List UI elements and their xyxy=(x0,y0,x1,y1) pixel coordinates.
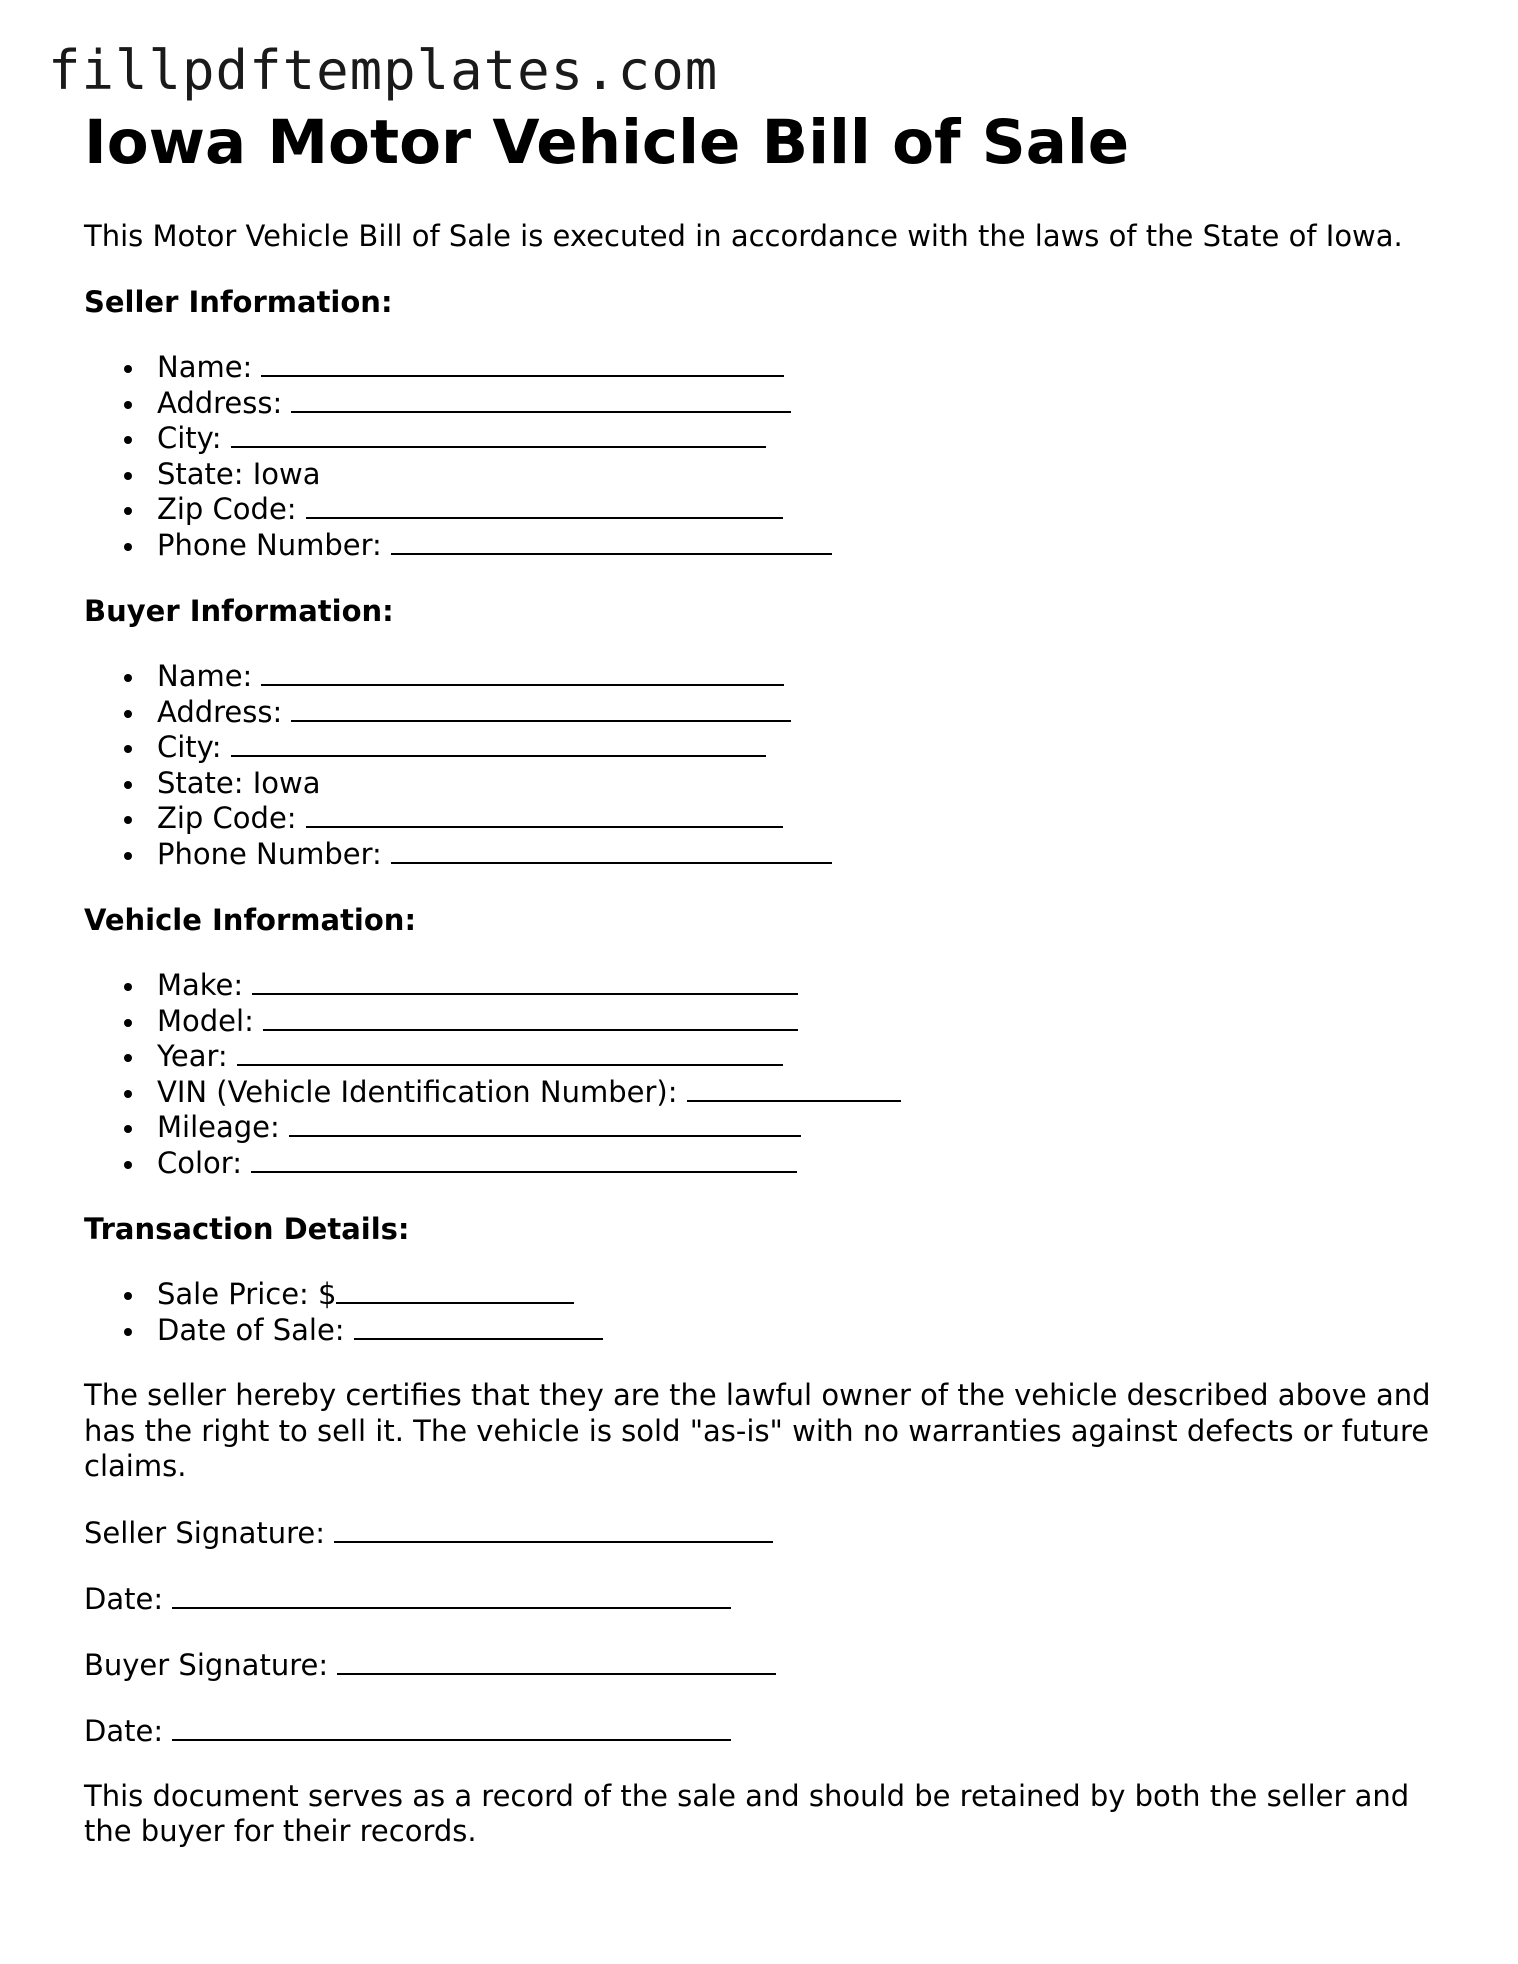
vehicle-year-blank[interactable] xyxy=(237,1040,783,1066)
date-of-sale-field xyxy=(124,1313,1464,1349)
seller-heading: Seller Information: xyxy=(84,285,393,319)
seller-zip-blank[interactable] xyxy=(306,493,783,519)
seller-address-blank[interactable] xyxy=(291,387,791,413)
seller-name-field xyxy=(124,350,1464,386)
vehicle-heading: Vehicle Information: xyxy=(84,903,417,937)
seller-city-label: City: xyxy=(157,421,222,455)
buyer-phone-label: Phone Number: xyxy=(157,836,382,871)
date-of-sale-label: Date of Sale: xyxy=(157,1312,345,1347)
buyer-date-blank[interactable] xyxy=(172,1715,731,1741)
vehicle-color-field xyxy=(124,1146,1464,1182)
buyer-city-field xyxy=(124,730,1464,766)
vehicle-mileage-blank[interactable] xyxy=(289,1111,801,1137)
buyer-date-label: Date: xyxy=(84,1713,164,1748)
document-body xyxy=(84,106,1464,1850)
vehicle-mileage-field xyxy=(124,1110,1464,1146)
vehicle-color-blank[interactable] xyxy=(251,1147,797,1173)
seller-address-field xyxy=(124,386,1464,422)
date-of-sale-blank[interactable] xyxy=(354,1314,603,1340)
seller-state-label: State: Iowa xyxy=(157,456,321,491)
seller-fields xyxy=(84,350,1464,563)
seller-zip-field xyxy=(124,492,1464,528)
sale-price-field xyxy=(124,1277,1464,1313)
vehicle-make-field xyxy=(124,968,1464,1004)
vehicle-color-label: Color: xyxy=(157,1145,242,1180)
vehicle-model-field xyxy=(124,1004,1464,1040)
transaction-fields xyxy=(84,1277,1464,1348)
buyer-date-line xyxy=(84,1713,1464,1749)
buyer-address-label: Address: xyxy=(157,694,283,729)
seller-zip-label: Zip Code: xyxy=(157,492,297,526)
seller-date-label: Date: xyxy=(84,1581,164,1616)
seller-city-field xyxy=(124,421,1464,457)
seller-signature-blank[interactable] xyxy=(334,1517,773,1543)
seller-address-label: Address: xyxy=(157,385,283,420)
seller-name-blank[interactable] xyxy=(261,351,784,377)
buyer-signature-label: Buyer Signature: xyxy=(84,1647,329,1682)
seller-date-line xyxy=(84,1581,1464,1617)
sale-price-blank[interactable] xyxy=(336,1278,574,1304)
buyer-heading: Buyer Information: xyxy=(84,594,394,628)
vehicle-vin-blank[interactable] xyxy=(687,1076,901,1102)
page-title: Iowa Motor Vehicle Bill of Sale xyxy=(84,107,1130,178)
buyer-zip-blank[interactable] xyxy=(306,802,783,828)
vehicle-fields xyxy=(84,968,1464,1181)
buyer-city-blank[interactable] xyxy=(231,731,766,757)
vehicle-model-blank[interactable] xyxy=(263,1005,798,1031)
seller-state-field xyxy=(124,457,1464,493)
buyer-name-field xyxy=(124,659,1464,695)
buyer-phone-blank[interactable] xyxy=(391,838,832,864)
buyer-state-label: State: Iowa xyxy=(157,765,321,800)
buyer-signature-blank[interactable] xyxy=(337,1649,776,1675)
buyer-zip-field xyxy=(124,801,1464,837)
vehicle-year-field xyxy=(124,1039,1464,1075)
buyer-name-label: Name: xyxy=(157,659,253,693)
vehicle-vin-label: VIN (Vehicle Identification Number): xyxy=(157,1074,678,1109)
buyer-signature-line xyxy=(84,1647,1464,1683)
seller-name-label: Name: xyxy=(157,350,253,384)
buyer-fields xyxy=(84,659,1464,872)
vehicle-make-blank[interactable] xyxy=(252,969,798,995)
vehicle-vin-field xyxy=(124,1075,1464,1111)
sale-price-label: Sale Price: $ xyxy=(157,1277,337,1311)
buyer-phone-field xyxy=(124,837,1464,873)
seller-signature-line xyxy=(84,1515,1464,1551)
buyer-address-blank[interactable] xyxy=(291,696,791,722)
watermark: fillpdftemplates.com xyxy=(48,39,719,102)
buyer-address-field xyxy=(124,695,1464,731)
buyer-state-field xyxy=(124,766,1464,802)
certification-paragraph: The seller hereby certifies that they are the lawful owner of the vehicle described above and has the right to sell it. The vehicle is sold "as-is" with no warranties against defects or future claims. xyxy=(84,1378,1431,1483)
vehicle-mileage-label: Mileage: xyxy=(157,1110,280,1144)
vehicle-make-label: Make: xyxy=(157,968,244,1002)
buyer-city-label: City: xyxy=(157,730,222,764)
buyer-zip-label: Zip Code: xyxy=(157,801,297,835)
closing-paragraph: This document serves as a record of the sale and should be retained by both the seller and the buyer for their records. xyxy=(84,1778,1410,1848)
transaction-heading: Transaction Details: xyxy=(84,1212,410,1246)
vehicle-model-label: Model: xyxy=(157,1003,254,1038)
intro-paragraph: This Motor Vehicle Bill of Sale is executed in accordance with the laws of the State of Iowa. xyxy=(84,219,1403,253)
vehicle-year-label: Year: xyxy=(157,1039,228,1073)
seller-phone-blank[interactable] xyxy=(391,529,832,555)
buyer-name-blank[interactable] xyxy=(261,660,784,686)
seller-city-blank[interactable] xyxy=(231,422,766,448)
seller-signature-label: Seller Signature: xyxy=(84,1515,326,1550)
seller-phone-label: Phone Number: xyxy=(157,527,382,562)
seller-phone-field xyxy=(124,528,1464,564)
seller-date-blank[interactable] xyxy=(172,1583,731,1609)
